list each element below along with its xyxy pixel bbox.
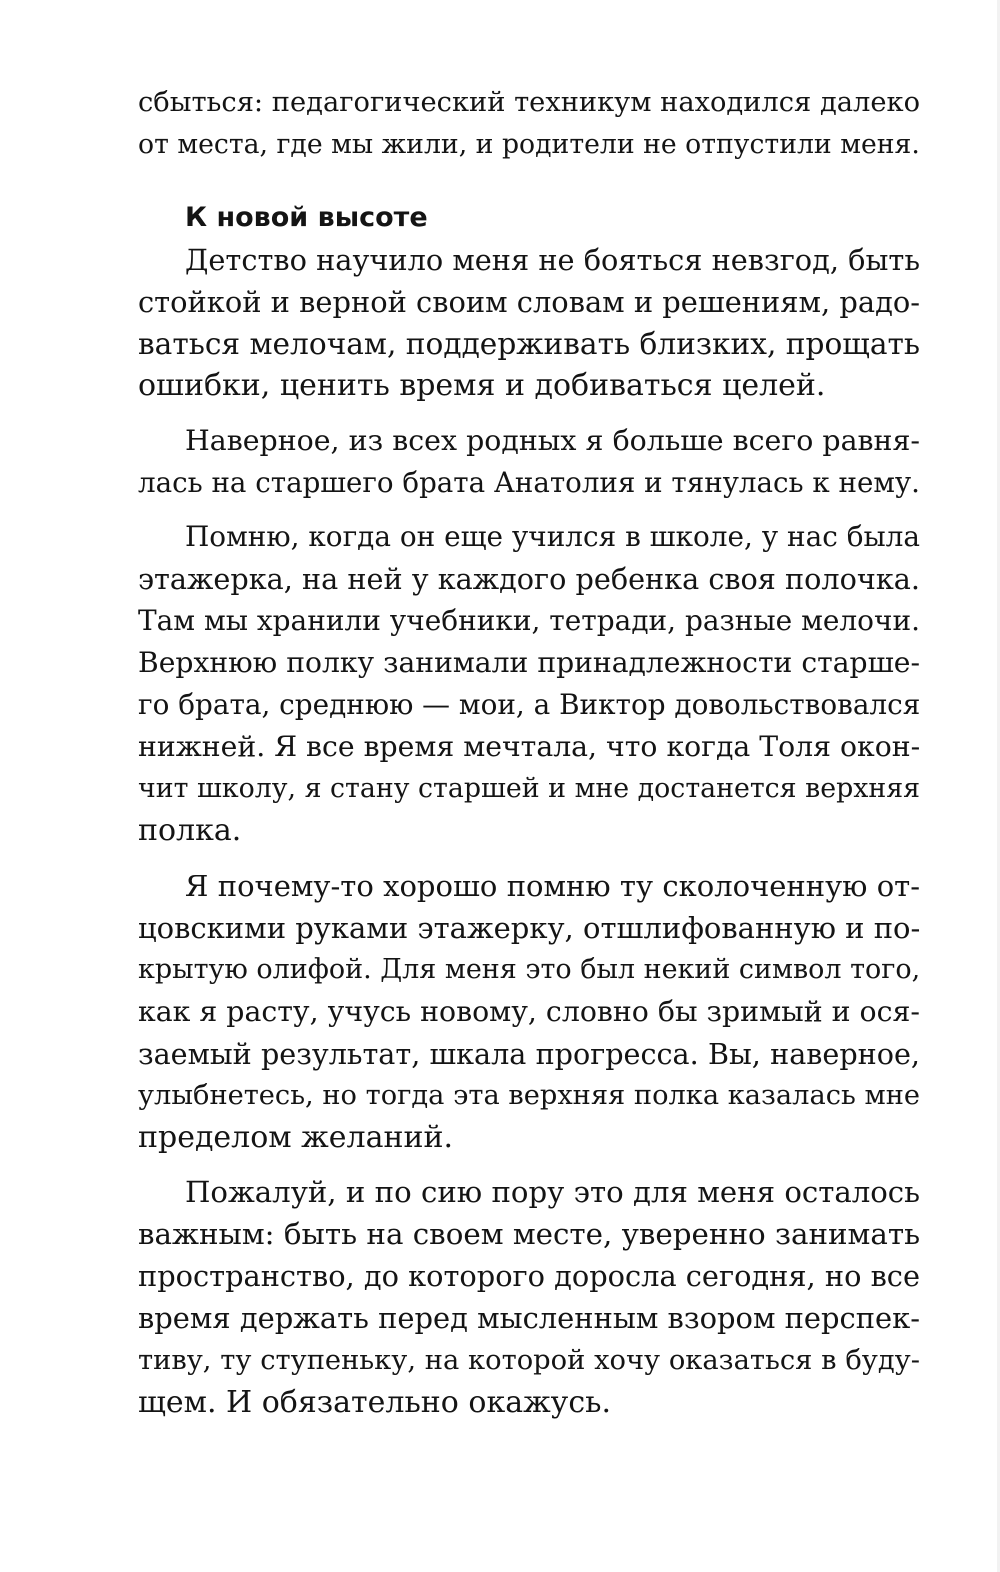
text-line: щем. И обязательно окажусь. [138,1384,611,1420]
text-line: Помню, когда он еще учился в школе, у нас была [185,519,920,553]
text-line: Пожалуй, и по сию пору это для меня осталось [185,1175,920,1210]
text-line: Детство научило меня не бояться невзгод, быть [185,243,920,278]
text-line: стойкой и верной своим словам и решениям, радо- [138,285,920,320]
paragraph-shelf [138,516,920,853]
text-line: Там мы хранили учебники, тетради, разные мелочи. [138,603,920,637]
text-line: тиву, ту ступеньку, на которой хочу оказаться в буду- [138,1344,920,1376]
text-line: пределом желаний. [138,1120,453,1156]
text-line: Верхнюю полку занимали принадлежности старше- [138,646,920,680]
opening-paragraph [138,82,920,166]
text-line: ошибки, ценить время и добиваться целей. [138,368,826,404]
text-line: Я почему-то хорошо помню ту сколоченную от- [185,868,920,903]
text-line: как я расту, учусь новому, словно бы зримый и ося- [138,994,920,1028]
text-line: пространство, до которого доросла сегодня, но все [138,1259,920,1294]
text-line: этажерка, на ней у каждого ребенка своя полочка. [138,561,920,596]
text-line: от места, где мы жили, и родители не отпустили меня. [138,129,920,161]
text-line: чит школу, я стану старшей и мне достанется верхняя [138,773,920,805]
paragraph-brother [138,420,920,504]
section-heading: К новой высоте [185,202,428,234]
text-line: ваться мелочам, поддерживать близких, прощать [138,327,920,362]
text-line: заемый результат, шкала прогресса. Вы, наверное, [138,1036,920,1071]
text-line: сбыться: педагогический техникум находился далеко [138,87,921,118]
text-line: улыбнетесь, но тогда эта верхняя полка казалась мне [138,1079,920,1111]
text-line: нижней. Я все время мечтала, что когда Толя окон- [138,730,921,764]
paragraph-perspective [138,1171,920,1424]
text-line: Наверное, из всех родных я больше всего равня- [185,423,920,457]
paragraph-symbol [138,865,920,1160]
text-line: цовскими руками этажерку, отшлифованную и по- [138,910,921,945]
text-line: крытую олифой. Для меня это был некий символ того, [138,953,921,985]
text-line: важным: быть на своем месте, уверенно занимать [138,1217,921,1252]
text-line: полка. [138,813,242,849]
text-line: время держать перед мысленным взором перспек- [138,1301,920,1336]
paragraph-childhood [138,239,920,407]
text-line: го брата, среднюю — мои, а Виктор довольствовался [138,688,921,722]
text-column [138,82,920,1436]
text-line: лась на старшего брата Анатолия и тянулась к нему. [138,465,920,499]
